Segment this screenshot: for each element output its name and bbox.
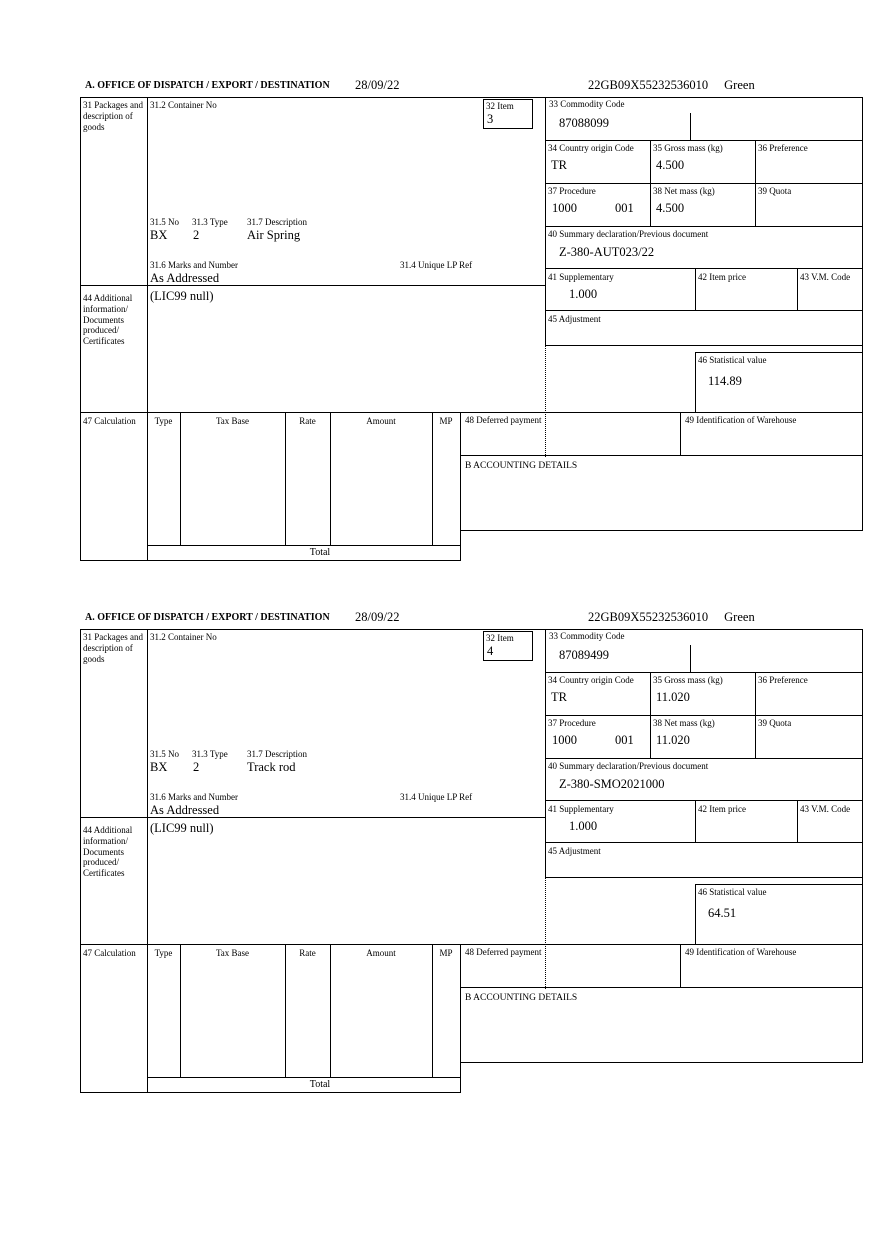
procedure-value: 1000 — [552, 733, 577, 747]
grid-line — [650, 672, 651, 758]
supplementary-label: 41 Supplementary — [548, 804, 614, 814]
grid-line — [680, 412, 681, 455]
grid-line — [695, 884, 696, 944]
grid-line — [545, 715, 862, 716]
grid-line — [460, 455, 862, 456]
commodity-code-label: 33 Commodity Code — [549, 99, 625, 109]
container-no-label: 31.2 Container No — [150, 632, 217, 642]
supplementary-label: 41 Supplementary — [548, 272, 614, 282]
package-type-label: 31.3 Type — [192, 217, 228, 227]
column-type-label: Type — [154, 416, 173, 426]
routing-channel: Green — [724, 610, 755, 624]
additional-information-label: 44 Additional information/ Documents produced/ Certificates — [83, 825, 133, 879]
supplementary-value: 1.000 — [569, 287, 598, 301]
grid-line — [147, 545, 460, 546]
procedure-category-value: 001 — [615, 733, 634, 747]
package-type-value: 2 — [193, 228, 200, 242]
item-number-label: 32 Item — [486, 101, 514, 111]
grid-line — [80, 629, 863, 630]
declaration-date: 28/09/22 — [355, 610, 400, 624]
grid-line — [545, 758, 862, 759]
item-number-value: 3 — [487, 112, 494, 126]
grid-line — [695, 268, 696, 310]
packages-description-label: 31 Packages and description of goods — [83, 100, 143, 132]
previous-document-value: Z-380-AUT023/22 — [559, 245, 655, 259]
package-no-label: 31.5 No — [150, 217, 179, 227]
gross-mass-value: 11.020 — [656, 690, 690, 704]
statistical-value-label: 46 Statistical value — [698, 355, 767, 365]
grid-line — [797, 268, 798, 310]
procedure-label: 37 Procedure — [548, 718, 596, 728]
package-no-value: BX — [150, 228, 168, 242]
grid-line — [545, 672, 862, 673]
grid-line — [460, 944, 461, 1093]
commodity-code-tick — [690, 113, 691, 140]
grid-line — [545, 140, 862, 141]
previous-document-value: Z-380-SMO2021000 — [559, 777, 665, 791]
grid-line — [432, 944, 433, 1077]
packages-description-label: 31 Packages and description of goods — [83, 632, 143, 664]
grid-line — [545, 268, 862, 269]
statistical-value-label: 46 Statistical value — [698, 887, 767, 897]
additional-information-value: (LIC99 null) — [150, 289, 214, 303]
grid-line — [330, 412, 331, 545]
previous-document-label: 40 Summary declaration/Previous document — [548, 229, 709, 239]
grid-line — [755, 140, 756, 226]
gross-mass-label: 35 Gross mass (kg) — [653, 143, 723, 153]
column-mp-label: MP — [439, 948, 453, 958]
statistical-value: 114.89 — [708, 374, 742, 388]
mrn-number: 22GB09X55232536010 — [588, 78, 709, 92]
identification-warehouse-label: 49 Identification of Warehouse — [685, 415, 797, 425]
unique-lp-ref-label: 31.4 Unique LP Ref — [400, 792, 473, 802]
grid-line — [695, 352, 696, 412]
mrn-line — [588, 78, 755, 93]
previous-document-label: 40 Summary declaration/Previous document — [548, 761, 709, 771]
marks-value: As Addressed — [150, 271, 220, 285]
accounting-details-heading: B ACCOUNTING DETAILS — [465, 993, 578, 1003]
routing-channel: Green — [724, 78, 755, 92]
grid-line — [862, 629, 863, 1063]
deferred-payment-label: 48 Deferred payment — [465, 947, 542, 957]
grid-line — [680, 944, 681, 987]
item-price-label: 42 Item price — [698, 272, 746, 282]
adjustment-label: 45 Adjustment — [548, 846, 601, 856]
grid-line — [80, 560, 461, 561]
grid-line — [80, 97, 81, 561]
grid-line — [147, 97, 148, 561]
grid-line — [545, 226, 862, 227]
grid-line — [80, 412, 863, 413]
item-price-label: 42 Item price — [698, 804, 746, 814]
marks-label: 31.6 Marks and Number — [150, 792, 238, 802]
procedure-label: 37 Procedure — [548, 186, 596, 196]
grid-line — [755, 672, 756, 758]
grid-line — [460, 1062, 862, 1063]
grid-line — [545, 97, 546, 345]
deferred-payment-label: 48 Deferred payment — [465, 415, 542, 425]
quota-label: 39 Quota — [758, 718, 792, 728]
item-number-value: 4 — [487, 644, 494, 658]
grid-line — [80, 629, 81, 1093]
grid-line — [180, 944, 181, 1077]
grid-line — [80, 1092, 461, 1093]
column-tax-base-label: Tax Base — [215, 416, 250, 426]
column-rate-label: Rate — [299, 948, 316, 958]
net-mass-label: 38 Net mass (kg) — [653, 718, 715, 728]
grid-line — [650, 140, 651, 226]
unique-lp-ref-label: 31.4 Unique LP Ref — [400, 260, 473, 270]
commodity-code-tick — [690, 645, 691, 672]
grid-line-dotted — [545, 877, 546, 989]
net-mass-value: 11.020 — [656, 733, 690, 747]
country-origin-label: 34 Country origin Code — [548, 143, 634, 153]
grid-line — [862, 97, 863, 531]
statistical-value: 64.51 — [708, 906, 737, 920]
column-rate-label: Rate — [299, 416, 316, 426]
grid-line — [545, 345, 862, 346]
declaration-date: 28/09/22 — [355, 78, 400, 92]
calculation-label: 47 Calculation — [83, 948, 136, 958]
column-mp-label: MP — [439, 416, 453, 426]
vm-code-label: 43 V.M. Code — [800, 272, 851, 282]
adjustment-label: 45 Adjustment — [548, 314, 601, 324]
grid-line — [432, 412, 433, 545]
item-number-label: 32 Item — [486, 633, 514, 643]
commodity-code-label: 33 Commodity Code — [549, 631, 625, 641]
calculation-label: 47 Calculation — [83, 416, 136, 426]
grid-line — [285, 412, 286, 545]
country-origin-value: TR — [551, 690, 567, 704]
package-no-value: BX — [150, 760, 168, 774]
procedure-value: 1000 — [552, 201, 577, 215]
net-mass-value: 4.500 — [656, 201, 685, 215]
grid-line — [695, 884, 862, 885]
grid-line — [460, 987, 862, 988]
additional-information-value: (LIC99 null) — [150, 821, 214, 835]
grid-line — [180, 412, 181, 545]
country-origin-value: TR — [551, 158, 567, 172]
grid-line — [80, 97, 863, 98]
container-no-label: 31.2 Container No — [150, 100, 217, 110]
package-type-value: 2 — [193, 760, 200, 774]
column-tax-base-label: Tax Base — [215, 948, 250, 958]
description-label: 31.7 Description — [247, 749, 307, 759]
grid-line — [545, 877, 862, 878]
grid-line — [695, 352, 862, 353]
grid-line — [460, 530, 862, 531]
description-label: 31.7 Description — [247, 217, 307, 227]
grid-line — [147, 1077, 460, 1078]
goods-description-value: Air Spring — [247, 228, 301, 242]
grid-line — [147, 629, 148, 1093]
grid-line — [460, 412, 461, 561]
gross-mass-label: 35 Gross mass (kg) — [653, 675, 723, 685]
preference-label: 36 Preference — [758, 143, 808, 153]
mrn-number: 22GB09X55232536010 — [588, 610, 709, 624]
goods-description-value: Track rod — [247, 760, 296, 774]
marks-label: 31.6 Marks and Number — [150, 260, 238, 270]
total-label: Total — [309, 547, 331, 558]
package-type-label: 31.3 Type — [192, 749, 228, 759]
total-label: Total — [309, 1079, 331, 1090]
grid-line — [80, 944, 863, 945]
commodity-code-value: 87089499 — [559, 648, 609, 662]
marks-value: As Addressed — [150, 803, 220, 817]
accounting-details-heading: B ACCOUNTING DETAILS — [465, 461, 578, 471]
grid-line-dotted — [545, 345, 546, 457]
office-of-dispatch-heading: A. OFFICE OF DISPATCH / EXPORT / DESTINATION — [85, 80, 330, 91]
grid-line — [285, 944, 286, 1077]
grid-line — [330, 944, 331, 1077]
grid-line — [545, 629, 546, 877]
column-type-label: Type — [154, 948, 173, 958]
office-of-dispatch-heading: A. OFFICE OF DISPATCH / EXPORT / DESTINATION — [85, 612, 330, 623]
country-origin-label: 34 Country origin Code — [548, 675, 634, 685]
commodity-code-value: 87088099 — [559, 116, 609, 130]
column-amount-label: Amount — [366, 948, 396, 958]
procedure-category-value: 001 — [615, 201, 634, 215]
mrn-line — [588, 610, 755, 625]
grid-line — [797, 800, 798, 842]
grid-line — [545, 800, 862, 801]
grid-line — [545, 183, 862, 184]
package-no-label: 31.5 No — [150, 749, 179, 759]
sad-item-block — [80, 610, 863, 1093]
additional-information-label: 44 Additional information/ Documents produced/ Certificates — [83, 293, 133, 347]
grid-line — [545, 842, 862, 843]
supplementary-value: 1.000 — [569, 819, 598, 833]
preference-label: 36 Preference — [758, 675, 808, 685]
sad-item-block — [80, 78, 863, 561]
grid-line — [695, 800, 696, 842]
net-mass-label: 38 Net mass (kg) — [653, 186, 715, 196]
column-amount-label: Amount — [366, 416, 396, 426]
vm-code-label: 43 V.M. Code — [800, 804, 851, 814]
gross-mass-value: 4.500 — [656, 158, 685, 172]
grid-line — [545, 310, 862, 311]
identification-warehouse-label: 49 Identification of Warehouse — [685, 947, 797, 957]
quota-label: 39 Quota — [758, 186, 792, 196]
